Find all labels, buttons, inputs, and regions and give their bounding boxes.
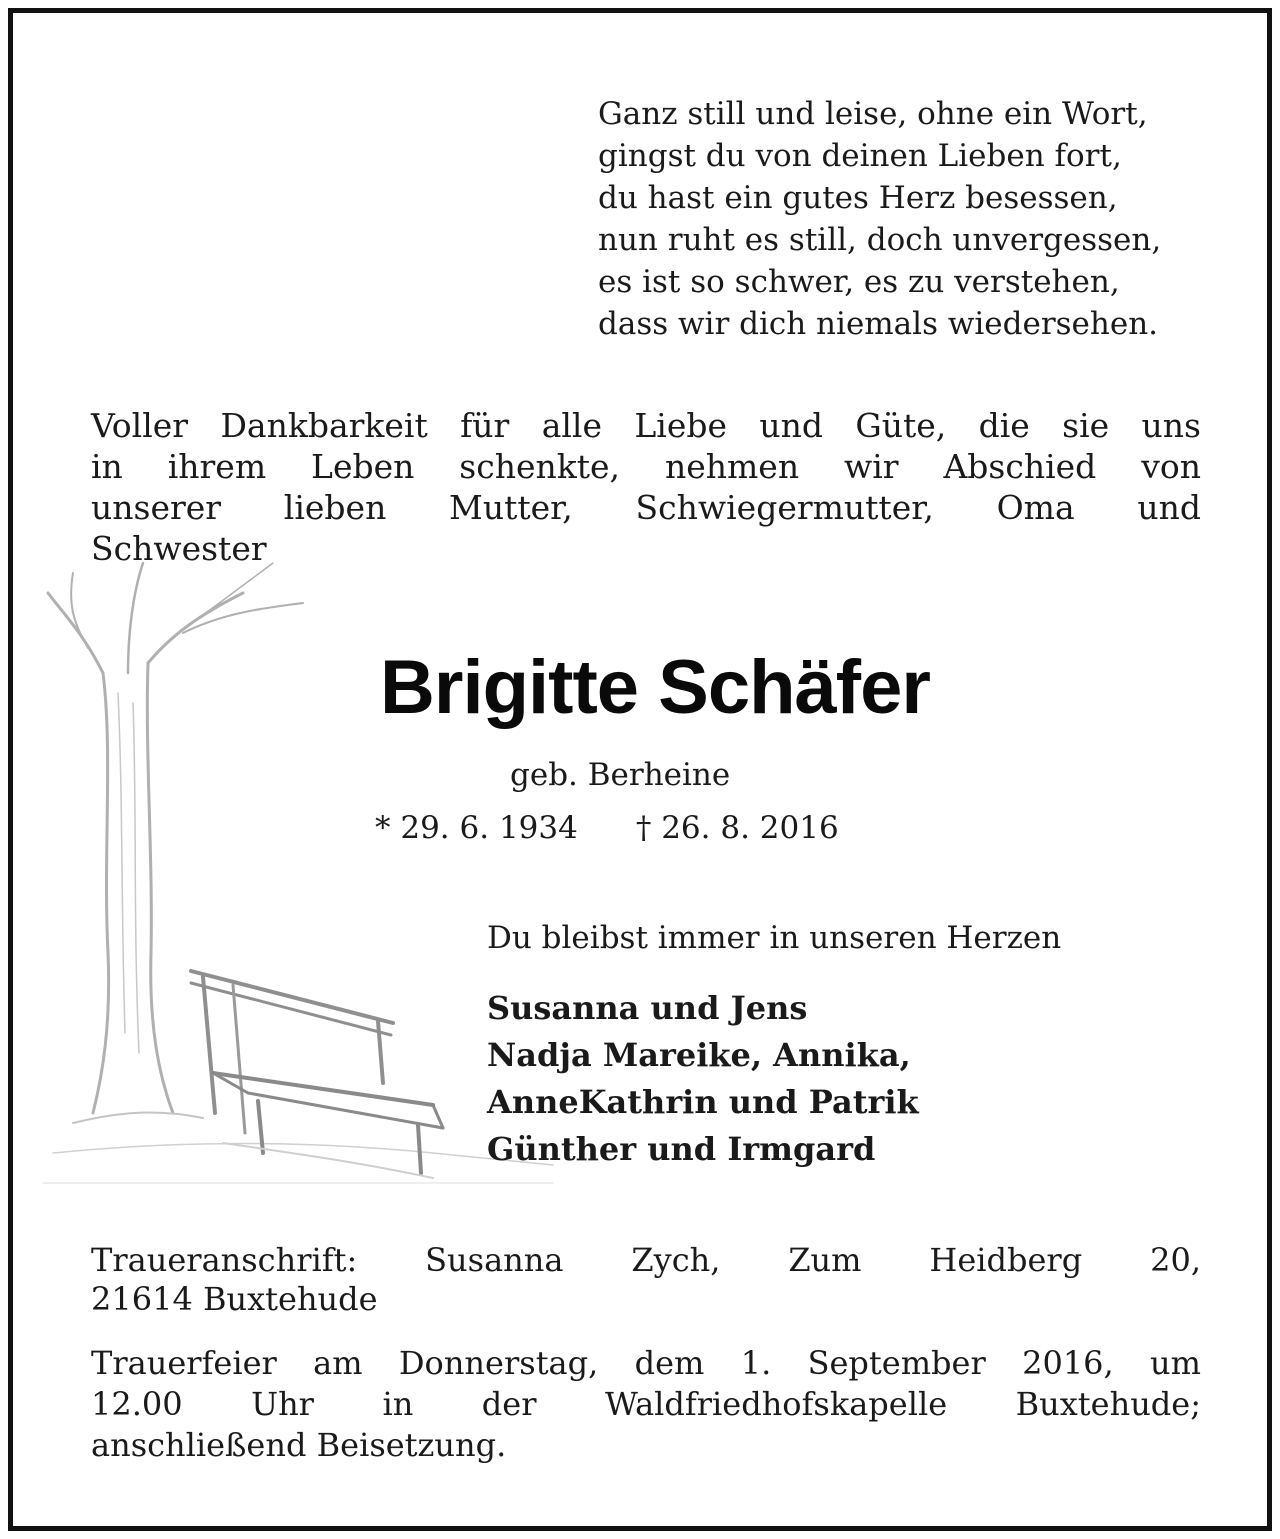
poem-line: dass wir dich niemals wiedersehen. [598, 306, 1159, 342]
birth-date: * 29. 6. 1934 [375, 810, 578, 846]
address-line: 21614 Buxtehude [91, 1280, 378, 1318]
address-line: Traueranschrift: Susanna Zych, Zum Heidberg 20, [91, 1241, 1201, 1279]
family-name-line: Nadja Mareike, Annika, [487, 1036, 911, 1074]
family-names [487, 985, 919, 1173]
family-name-line: AnneKathrin und Patrik [487, 1083, 919, 1121]
poem-line: nun ruht es still, doch unvergessen, [598, 222, 1162, 258]
service-line: Trauerfeier am Donnerstag, dem 1. September 2016, um [91, 1344, 1201, 1382]
life-dates [375, 808, 839, 848]
mourning-address [91, 1241, 1201, 1319]
poem-line: gingst du von deinen Lieben fort, [598, 138, 1122, 174]
service-line: anschließend Beisetzung. [91, 1426, 507, 1464]
death-date: † 26. 8. 2016 [635, 810, 839, 846]
funeral-service-info [91, 1343, 1201, 1466]
poem-line: du hast ein gutes Herz besessen, [598, 180, 1118, 216]
intro-line: unserer lieben Mutter, Schwiegermutter, Oma und [91, 488, 1201, 527]
motto: Du bleibst immer in unseren Herzen [487, 920, 1062, 956]
obituary-notice [8, 8, 1272, 1531]
intro-line: Schwester [91, 529, 267, 568]
service-line: 12.00 Uhr in der Waldfriedhofskapelle Buxtehude; [91, 1385, 1201, 1423]
deceased-name: Brigitte Schäfer [380, 645, 930, 730]
intro-text [91, 405, 1201, 569]
intro-line: Voller Dankbarkeit für alle Liebe und Güte, die sie uns [91, 406, 1201, 445]
poem-line: es ist so schwer, es zu verstehen, [598, 264, 1120, 300]
family-name-line: Susanna und Jens [487, 989, 808, 1027]
intro-line: in ihrem Leben schenkte, nehmen wir Abschied von [91, 447, 1201, 486]
poem [598, 93, 1218, 345]
poem-line: Ganz still und leise, ohne ein Wort, [598, 96, 1148, 132]
family-name-line: Günther und Irmgard [487, 1130, 876, 1168]
birth-name: geb. Berheine [510, 757, 731, 793]
